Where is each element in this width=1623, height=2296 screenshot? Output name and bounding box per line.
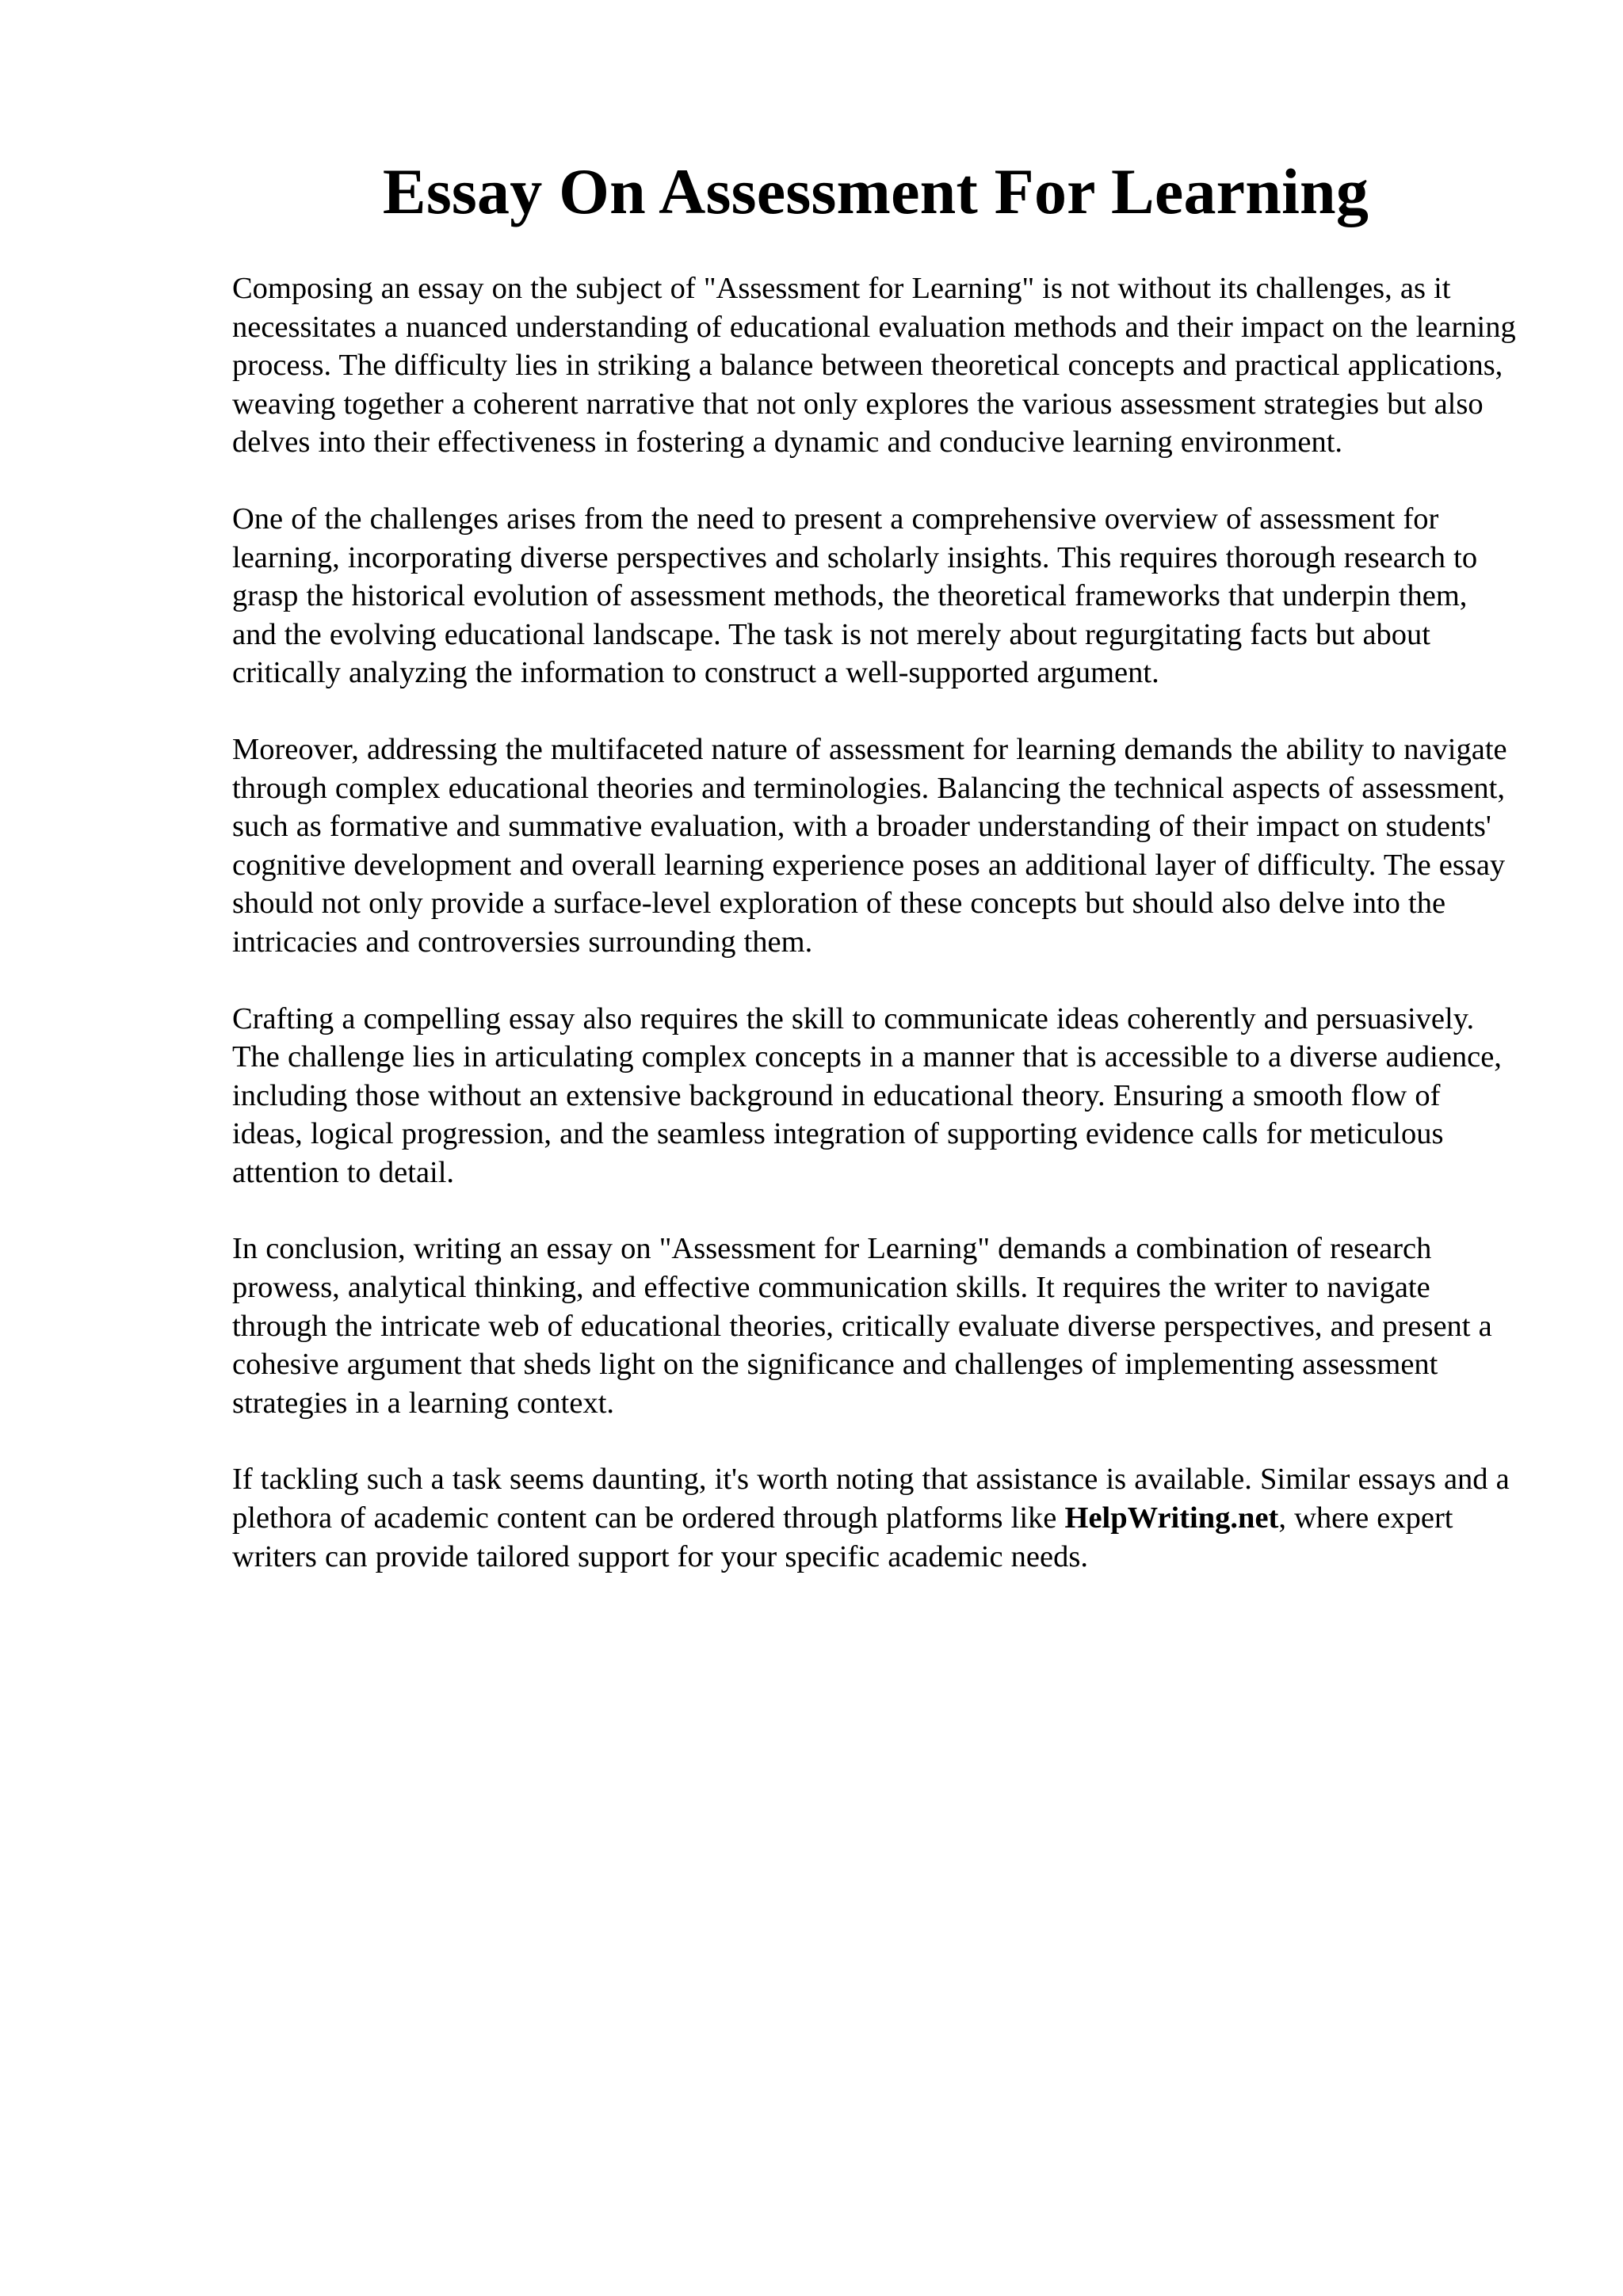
paragraph-5: In conclusion, writing an essay on "Assessment for Learning" demands a combination of research prowess, analytical thinking, and effective communication skills. It requires the writer to navigate through the intricate web of educational theories, critically evaluate diverse perspectives, and present a cohesive argument that sheds light on the significance and challenges of implementing assessment strategies in a learning context. xyxy=(232,1232,1492,1420)
paragraph-4: Crafting a compelling essay also requires the skill to communicate ideas coherently and persuasively. The challenge lies in articulating complex concepts in a manner that is accessible to a diverse audience, including those without an extensive background in educational theory. Ensuring a smooth flow of ideas, logical progression, and the seamless integration of supporting evidence calls for meticulous attention to detail. xyxy=(232,1001,1502,1189)
paragraph-1: Composing an essay on the subject of "Assessment for Learning" is not without its challenges, as it necessitates a nuanced understanding of educational evaluation methods and their impact on the learning process. The difficulty lies in striking a balance between theoretical concepts and practical applications, weaving together a coherent narrative that not only explores the various assessment strategies but also delves into their effectiveness in fostering a dynamic and conducive learning environment. xyxy=(232,272,1516,460)
closing-text-before: If tackling such a task seems daunting, it's worth noting that assistance is available. Similar essays and a plethora of academic content can be ordered through platforms like xyxy=(232,1463,1510,1535)
closing-paragraph xyxy=(232,1460,1516,1576)
paragraph-3: Moreover, addressing the multifaceted nature of assessment for learning demands the ability to navigate through complex educational theories and terminologies. Balancing the technical aspects of assessment, such as formative and summative evaluation, with a broader understanding of their impact on students' cognitive development and overall learning experience poses an additional layer of difficulty. The essay should not only provide a surface-level exploration of these concepts but should also delve into the intricacies and controversies surrounding them. xyxy=(232,732,1507,959)
document-title: Essay On Assessment For Learning xyxy=(382,155,1369,227)
brand-name: HelpWriting.net xyxy=(1064,1501,1279,1535)
document-body xyxy=(232,269,1516,1614)
paragraph-2: One of the challenges arises from the need to present a comprehensive overview of assessment for learning, incorporating diverse perspectives and scholarly insights. This requires thorough research to grasp the historical evolution of assessment methods, the theoretical frameworks that underpin them, and the evolving educational landscape. The task is not merely about regurgitating facts but about critically analyzing the information to construct a well-supported argument. xyxy=(232,502,1478,690)
closing-text-after: , where expert writers can provide tailored support for your specific academic needs. xyxy=(232,1501,1453,1573)
